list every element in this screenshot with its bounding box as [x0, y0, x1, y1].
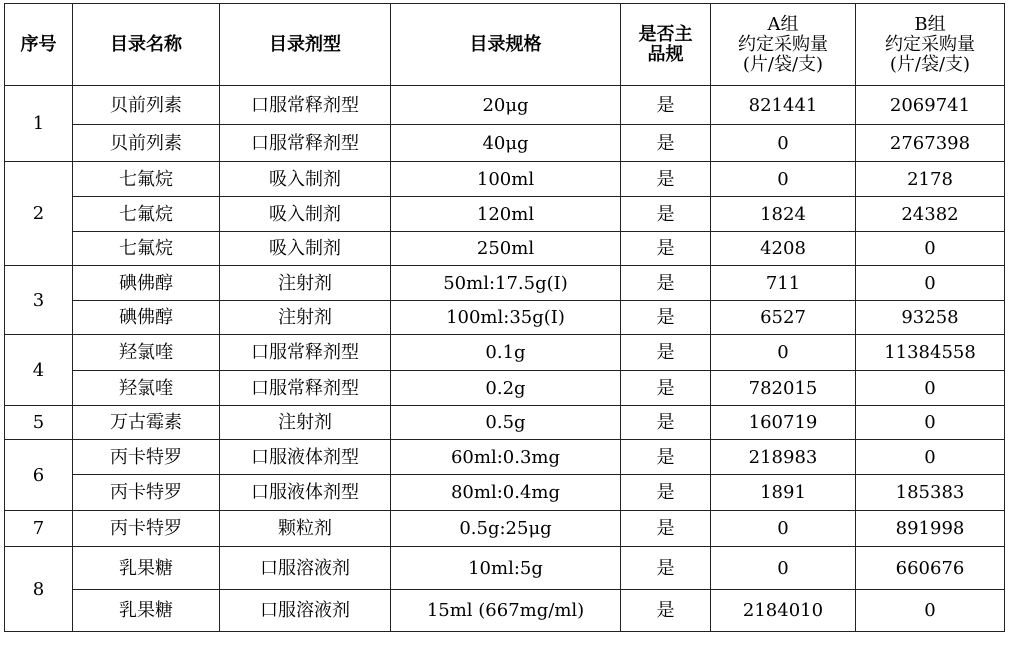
header-group-b [856, 4, 1005, 86]
cell-main-spec: 是 [621, 335, 711, 371]
cell-group-b-qty: 2178 [856, 162, 1005, 197]
cell-group-b-qty: 660676 [856, 547, 1005, 590]
cell-name: 七氟烷 [73, 162, 220, 197]
cell-name: 羟氯喹 [73, 371, 220, 406]
cell-form: 口服常释剂型 [220, 335, 391, 371]
cell-group-b-qty: 0 [856, 266, 1005, 301]
cell-group-b-qty: 11384558 [856, 335, 1005, 371]
table-row [5, 301, 1005, 335]
cell-group-b-qty: 0 [856, 232, 1005, 266]
cell-group-a-qty: 4208 [711, 232, 856, 266]
header-b-line2: 约定采购量 [885, 33, 975, 55]
cell-seq: 7 [5, 511, 73, 547]
table-row [5, 266, 1005, 301]
cell-form: 口服常释剂型 [220, 86, 391, 125]
cell-name: 丙卡特罗 [73, 440, 220, 475]
cell-spec: 0.2g [391, 371, 621, 406]
cell-name: 丙卡特罗 [73, 475, 220, 511]
cell-group-a-qty: 782015 [711, 371, 856, 406]
table-row [5, 590, 1005, 632]
header-a-line1: A组 [767, 13, 799, 35]
cell-spec: 0.5g [391, 406, 621, 440]
header-b-line1: B组 [914, 13, 946, 35]
cell-main-spec: 是 [621, 511, 711, 547]
cell-group-a-qty: 160719 [711, 406, 856, 440]
header-main-spec [621, 4, 711, 86]
cell-main-spec: 是 [621, 590, 711, 632]
cell-group-b-qty: 24382 [856, 197, 1005, 232]
cell-main-spec: 是 [621, 440, 711, 475]
header-seq: 序号 [5, 4, 73, 86]
cell-name: 碘佛醇 [73, 266, 220, 301]
cell-spec: 60ml:0.3mg [391, 440, 621, 475]
cell-spec: 0.5g:25μg [391, 511, 621, 547]
cell-main-spec: 是 [621, 162, 711, 197]
cell-seq: 4 [5, 335, 73, 406]
cell-name: 羟氯喹 [73, 335, 220, 371]
cell-form: 口服溶液剂 [220, 590, 391, 632]
table-row [5, 475, 1005, 511]
cell-group-a-qty: 6527 [711, 301, 856, 335]
header-spec: 目录规格 [391, 4, 621, 86]
cell-spec: 80ml:0.4mg [391, 475, 621, 511]
cell-seq: 2 [5, 162, 73, 266]
cell-form: 口服溶液剂 [220, 547, 391, 590]
table-row [5, 547, 1005, 590]
cell-group-a-qty: 2184010 [711, 590, 856, 632]
cell-group-a-qty: 711 [711, 266, 856, 301]
cell-spec: 120ml [391, 197, 621, 232]
cell-group-a-qty: 1824 [711, 197, 856, 232]
cell-spec: 40μg [391, 125, 621, 162]
cell-group-b-qty: 93258 [856, 301, 1005, 335]
cell-group-a-qty: 0 [711, 125, 856, 162]
cell-name: 乳果糖 [73, 547, 220, 590]
table-row [5, 511, 1005, 547]
cell-main-spec: 是 [621, 547, 711, 590]
cell-group-a-qty: 218983 [711, 440, 856, 475]
cell-spec: 100ml:35g(Ⅰ) [391, 301, 621, 335]
cell-main-spec: 是 [621, 475, 711, 511]
header-a-line3: (片/袋/支) [742, 53, 824, 75]
header-main-line2: 品规 [647, 43, 684, 65]
cell-main-spec: 是 [621, 86, 711, 125]
cell-seq: 5 [5, 406, 73, 440]
cell-main-spec: 是 [621, 232, 711, 266]
cell-group-a-qty: 0 [711, 335, 856, 371]
cell-spec: 20μg [391, 86, 621, 125]
table-row [5, 86, 1005, 125]
table-row [5, 335, 1005, 371]
cell-group-b-qty: 185383 [856, 475, 1005, 511]
table-row [5, 371, 1005, 406]
header-group-a [711, 4, 856, 86]
cell-name: 七氟烷 [73, 197, 220, 232]
cell-seq: 6 [5, 440, 73, 511]
cell-group-a-qty: 0 [711, 511, 856, 547]
cell-spec: 15ml (667mg/ml) [391, 590, 621, 632]
table-row [5, 440, 1005, 475]
cell-form: 注射剂 [220, 406, 391, 440]
cell-form: 吸入制剂 [220, 197, 391, 232]
header-name: 目录名称 [73, 4, 220, 86]
cell-form: 口服液体剂型 [220, 440, 391, 475]
cell-main-spec: 是 [621, 406, 711, 440]
table-row [5, 162, 1005, 197]
cell-main-spec: 是 [621, 266, 711, 301]
cell-seq: 8 [5, 547, 73, 632]
cell-group-b-qty: 891998 [856, 511, 1005, 547]
cell-name: 乳果糖 [73, 590, 220, 632]
cell-group-a-qty: 1891 [711, 475, 856, 511]
cell-group-b-qty: 0 [856, 440, 1005, 475]
cell-form: 吸入制剂 [220, 162, 391, 197]
cell-spec: 10ml:5g [391, 547, 621, 590]
cell-name: 丙卡特罗 [73, 511, 220, 547]
cell-form: 注射剂 [220, 266, 391, 301]
header-main-line1: 是否主 [638, 23, 693, 45]
cell-name: 七氟烷 [73, 232, 220, 266]
cell-form: 注射剂 [220, 301, 391, 335]
cell-group-b-qty: 2767398 [856, 125, 1005, 162]
cell-name: 贝前列素 [73, 86, 220, 125]
cell-form: 吸入制剂 [220, 232, 391, 266]
procurement-table [4, 3, 1005, 632]
table-row [5, 406, 1005, 440]
cell-name: 碘佛醇 [73, 301, 220, 335]
cell-spec: 50ml:17.5g(Ⅰ) [391, 266, 621, 301]
cell-group-a-qty: 0 [711, 547, 856, 590]
cell-group-b-qty: 0 [856, 406, 1005, 440]
header-row [5, 4, 1005, 86]
cell-name: 万古霉素 [73, 406, 220, 440]
cell-spec: 250ml [391, 232, 621, 266]
cell-name: 贝前列素 [73, 125, 220, 162]
cell-spec: 0.1g [391, 335, 621, 371]
cell-spec: 100ml [391, 162, 621, 197]
table-row [5, 232, 1005, 266]
cell-main-spec: 是 [621, 125, 711, 162]
table-row [5, 125, 1005, 162]
header-form: 目录剂型 [220, 4, 391, 86]
table-row [5, 197, 1005, 232]
header-a-line2: 约定采购量 [738, 33, 828, 55]
cell-form: 颗粒剂 [220, 511, 391, 547]
cell-group-a-qty: 821441 [711, 86, 856, 125]
cell-main-spec: 是 [621, 197, 711, 232]
cell-seq: 1 [5, 86, 73, 162]
cell-main-spec: 是 [621, 301, 711, 335]
cell-group-a-qty: 0 [711, 162, 856, 197]
cell-group-b-qty: 2069741 [856, 86, 1005, 125]
table-body [5, 86, 1005, 632]
cell-group-b-qty: 0 [856, 590, 1005, 632]
cell-main-spec: 是 [621, 371, 711, 406]
cell-form: 口服常释剂型 [220, 125, 391, 162]
cell-form: 口服液体剂型 [220, 475, 391, 511]
cell-group-b-qty: 0 [856, 371, 1005, 406]
cell-seq: 3 [5, 266, 73, 335]
cell-form: 口服常释剂型 [220, 371, 391, 406]
header-b-line3: (片/袋/支) [889, 53, 971, 75]
